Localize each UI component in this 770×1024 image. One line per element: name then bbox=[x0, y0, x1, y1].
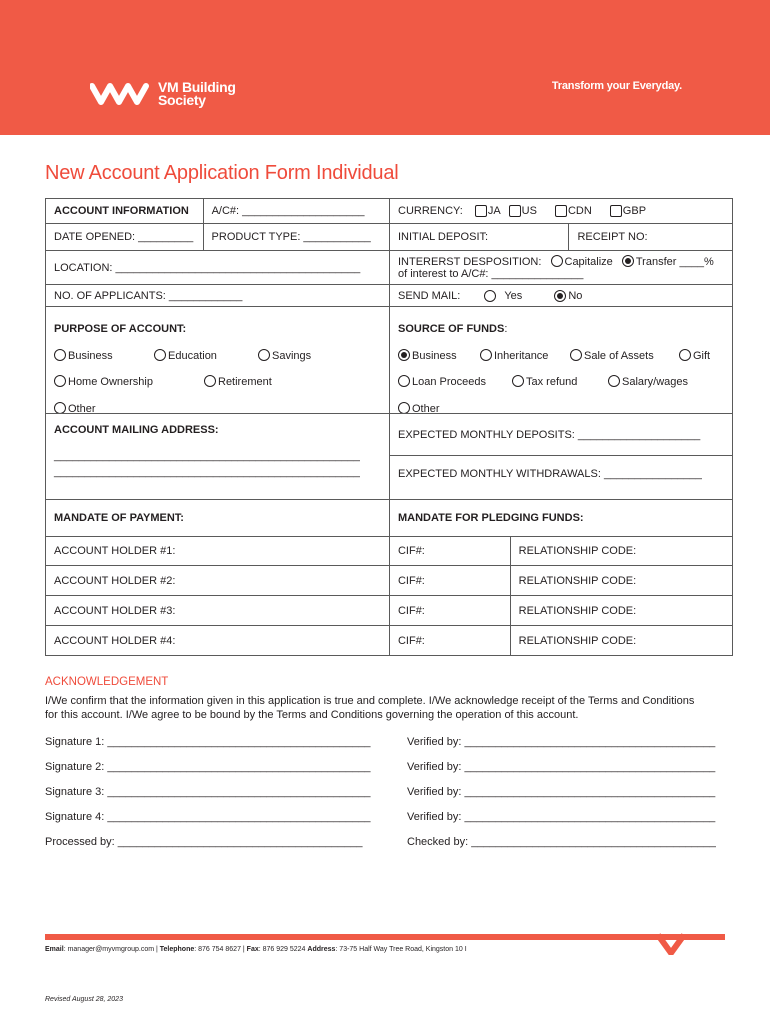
initial-deposit-field[interactable]: INITIAL DEPOSIT: bbox=[390, 224, 569, 250]
purpose-home-option[interactable]: Home Ownership bbox=[54, 375, 153, 388]
radio-icon[interactable] bbox=[54, 402, 66, 413]
mandate-heading-row bbox=[46, 500, 732, 537]
holder-label[interactable]: ACCOUNT HOLDER #2: bbox=[46, 566, 390, 595]
mailing-row bbox=[46, 414, 732, 500]
holder-row bbox=[46, 626, 732, 655]
logo bbox=[90, 80, 236, 108]
radio-icon[interactable] bbox=[570, 349, 582, 361]
radio-icon[interactable] bbox=[154, 349, 166, 361]
expected-deposits-field[interactable]: EXPECTED MONTHLY DEPOSITS: ____________________ bbox=[390, 414, 732, 456]
signature-1-field[interactable]: Signature 1: ___________________________________________ bbox=[45, 736, 371, 748]
checked-by-field[interactable]: Checked by: ________________________________________ bbox=[407, 836, 716, 848]
application-form bbox=[45, 198, 733, 656]
radio-icon[interactable] bbox=[204, 375, 216, 387]
currency-gbp-checkbox[interactable] bbox=[610, 205, 622, 217]
relationship-code-field[interactable]: RELATIONSHIP CODE: bbox=[518, 574, 637, 587]
verified-by-1-field[interactable]: Verified by: _________________________________________ bbox=[407, 736, 716, 748]
revised-date: Revised August 28, 2023 bbox=[45, 996, 123, 1003]
purpose-other-option[interactable]: Other ______________________________ bbox=[54, 402, 282, 413]
relationship-code-field[interactable]: RELATIONSHIP CODE: bbox=[518, 545, 637, 557]
acknowledgement-heading: ACKNOWLEDGEMENT bbox=[45, 676, 169, 688]
interest-transfer-radio[interactable] bbox=[622, 255, 634, 267]
purpose-section bbox=[46, 307, 390, 413]
purpose-retirement-option[interactable]: Retirement bbox=[204, 375, 272, 388]
mailing-address-heading: ACCOUNT MAILING ADDRESS: bbox=[54, 424, 219, 436]
radio-icon[interactable] bbox=[398, 402, 410, 413]
mailing-address-section bbox=[46, 414, 390, 499]
logo-text: VM Building Society bbox=[158, 79, 236, 108]
currency-us-checkbox[interactable] bbox=[509, 205, 521, 217]
radio-icon[interactable] bbox=[480, 349, 492, 361]
send-mail-yes-radio[interactable] bbox=[484, 290, 496, 302]
location-row bbox=[46, 251, 732, 285]
signature-4-field[interactable]: Signature 4: ___________________________________________ bbox=[45, 811, 371, 823]
date-opened-field[interactable]: DATE OPENED: _________ bbox=[46, 224, 204, 250]
header-banner bbox=[0, 0, 770, 135]
expected-section bbox=[390, 414, 732, 499]
radio-icon[interactable] bbox=[398, 375, 410, 387]
send-mail-no-radio[interactable] bbox=[554, 290, 566, 302]
cif-field[interactable]: CIF#: bbox=[390, 626, 511, 655]
holder-row bbox=[46, 566, 732, 596]
currency-cdn-checkbox[interactable] bbox=[555, 205, 567, 217]
cif-field[interactable]: CIF#: bbox=[390, 537, 511, 565]
holder-label[interactable]: ACCOUNT HOLDER #3: bbox=[46, 596, 390, 625]
source-loan-option[interactable]: Loan Proceeds bbox=[398, 375, 486, 388]
holder-label[interactable]: ACCOUNT HOLDER #4: bbox=[46, 626, 390, 655]
acknowledgement-text: I/We confirm that the information given in this application is true and complete. I/We acknowledge receipt of the Terms and Conditions for this account. I/We agree to be bound by the Terms and Conditions governing the operation of this account. bbox=[45, 695, 695, 721]
send-mail-field: SEND MAIL: Yes No bbox=[398, 289, 583, 302]
interest-disposition-field: INTERERST DESPOSITION: Capitalize Transfer ____% of interest to A/C#: _______________ bbox=[398, 256, 714, 280]
interest-account-field[interactable]: of interest to A/C#: _______________ bbox=[398, 268, 584, 280]
ac-number-field[interactable]: A/C#: ____________________ bbox=[204, 199, 390, 223]
purpose-business-option[interactable]: Business bbox=[54, 349, 113, 362]
source-other-option[interactable]: Other ______________________________________ bbox=[398, 402, 675, 413]
applicants-field[interactable]: NO. OF APPLICANTS: ____________ bbox=[46, 285, 390, 306]
expected-withdrawals-field[interactable]: EXPECTED MONTHLY WITHDRAWALS: ________________ bbox=[398, 468, 702, 480]
receipt-no-field[interactable]: RECEIPT NO: bbox=[577, 231, 648, 243]
source-business-option[interactable]: Business bbox=[398, 349, 457, 362]
holder-label[interactable]: ACCOUNT HOLDER #1: bbox=[46, 537, 390, 565]
product-type-field[interactable]: PRODUCT TYPE: ___________ bbox=[204, 224, 390, 250]
radio-icon[interactable] bbox=[258, 349, 270, 361]
source-tax-option[interactable]: Tax refund bbox=[512, 375, 577, 388]
signature-2-field[interactable]: Signature 2: ___________________________________________ bbox=[45, 761, 371, 773]
radio-icon[interactable] bbox=[679, 349, 691, 361]
mandate-payment-heading: MANDATE OF PAYMENT: bbox=[46, 500, 390, 536]
holder-row bbox=[46, 596, 732, 626]
verified-by-2-field[interactable]: Verified by: _________________________________________ bbox=[407, 761, 716, 773]
purpose-source-row bbox=[46, 307, 732, 414]
footer-rule bbox=[45, 934, 725, 940]
location-field[interactable]: LOCATION: ________________________________________ bbox=[46, 251, 390, 284]
source-salary-option[interactable]: Salary/wages bbox=[608, 375, 688, 388]
holder-row bbox=[46, 537, 732, 566]
purpose-education-option[interactable]: Education bbox=[154, 349, 217, 362]
processed-by-field[interactable]: Processed by: ________________________________________ bbox=[45, 836, 363, 848]
purpose-heading: PURPOSE OF ACCOUNT: bbox=[54, 323, 187, 335]
source-section bbox=[390, 307, 732, 413]
page-title: New Account Application Form Individual bbox=[45, 162, 399, 184]
relationship-code-field[interactable]: RELATIONSHIP CODE: bbox=[518, 634, 637, 647]
currency-field: CURRENCY: JA US CDN GBP bbox=[398, 205, 647, 217]
account-info-row bbox=[46, 199, 732, 224]
currency-ja-checkbox[interactable] bbox=[475, 205, 487, 217]
interest-capitalize-radio[interactable] bbox=[551, 255, 563, 267]
source-sale-option[interactable]: Sale of Assets bbox=[570, 349, 654, 362]
cif-field[interactable]: CIF#: bbox=[390, 566, 511, 595]
source-gift-option[interactable]: Gift bbox=[679, 349, 710, 362]
radio-icon[interactable] bbox=[398, 349, 410, 361]
cif-field[interactable]: CIF#: bbox=[390, 596, 511, 625]
tagline: Transform your Everyday. bbox=[551, 80, 682, 92]
radio-icon[interactable] bbox=[512, 375, 524, 387]
relationship-code-field[interactable]: RELATIONSHIP CODE: bbox=[518, 604, 637, 617]
radio-icon[interactable] bbox=[54, 349, 66, 361]
verified-by-3-field[interactable]: Verified by: _________________________________________ bbox=[407, 786, 716, 798]
source-inheritance-option[interactable]: Inheritance bbox=[480, 349, 548, 362]
vm-logo-icon bbox=[90, 80, 152, 108]
mailing-address-line-1[interactable]: __________________________________________________ bbox=[54, 450, 360, 462]
verified-by-4-field[interactable]: Verified by: _________________________________________ bbox=[407, 811, 716, 823]
acknowledgement-section bbox=[45, 676, 735, 722]
footer-contact: Email: manager@myvmgroup.com | Telephone: 876 754 8627 | Fax: 876 929 5224 Address: 73-75 Half Way Tree Road, Kingston 10 I bbox=[45, 946, 467, 953]
mandate-pledging-heading: MANDATE FOR PLEDGING FUNDS: bbox=[398, 512, 584, 524]
purpose-savings-option[interactable]: Savings bbox=[258, 349, 311, 362]
date-row bbox=[46, 224, 732, 251]
footer-v-mark-icon bbox=[656, 933, 686, 955]
account-info-heading: ACCOUNT INFORMATION bbox=[46, 199, 204, 223]
source-heading: SOURCE OF FUNDS: bbox=[398, 323, 508, 335]
mailing-address-line-2[interactable]: __________________________________________________ bbox=[54, 466, 360, 478]
radio-icon[interactable] bbox=[608, 375, 620, 387]
signature-3-field[interactable]: Signature 3: ___________________________________________ bbox=[45, 786, 371, 798]
applicants-row bbox=[46, 285, 732, 307]
radio-icon[interactable] bbox=[54, 375, 66, 387]
